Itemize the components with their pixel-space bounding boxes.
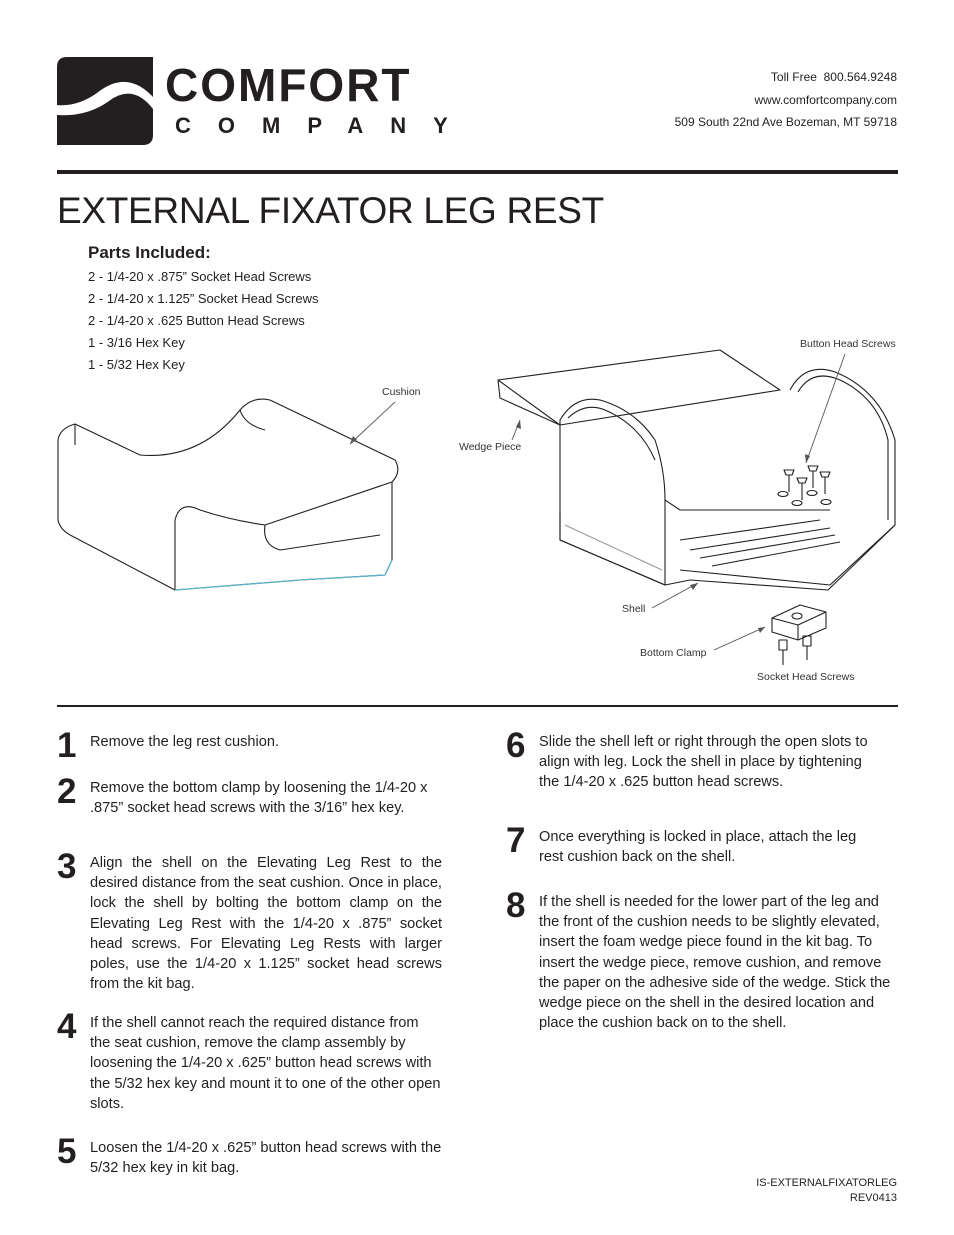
wedge-illustration bbox=[498, 350, 780, 425]
step-text: Once everything is locked in place, attach the leg rest cushion back on the shell. bbox=[539, 829, 857, 866]
step-text: If the shell is needed for the lower part of the leg and the front of the cushion needs to be slightly elevated, insert the foam wedge piece found in the kit bag. To insert the wedge piece, remove cushion, and remove the paper on the adhesive side of the wedge. Stick the wedge piece on the shell in the desired location and place the cushion back on to the shell. bbox=[539, 894, 891, 1032]
page-title: EXTERNAL FIXATOR LEG REST bbox=[57, 190, 604, 231]
step-number: 5 bbox=[57, 1132, 77, 1171]
parts-list-item: 2 - 1/4-20 x .875” Socket Head Screws bbox=[88, 269, 312, 284]
step-text: Slide the shell left or right through the open slots to align with leg. Lock the shell in place by tightening the 1/4-20 x .625 button head screws. bbox=[539, 734, 868, 791]
document-revision: REV0413 bbox=[849, 1192, 897, 1204]
step-text: Loosen the 1/4-20 x .625” button head screws with the 5/32 hex key in kit bag. bbox=[90, 1140, 442, 1177]
step-number: 1 bbox=[57, 726, 77, 765]
step-number: 3 bbox=[57, 847, 77, 886]
cushion-illustration bbox=[58, 399, 398, 590]
phone-number: 800.564.9248 bbox=[823, 70, 897, 84]
step-text: If the shell cannot reach the required distance from the seat cushion, remove the clamp assembly by loosening the 1/4-20 x .625” button head screws with the 5/32 hex key and mount it to one of the other open slots. bbox=[90, 1015, 441, 1112]
step-number: 7 bbox=[506, 821, 526, 860]
document-code bbox=[756, 1176, 897, 1206]
address: 509 South 22nd Ave Bozeman, MT 59718 bbox=[674, 115, 897, 129]
step-text: Remove the leg rest cushion. bbox=[90, 734, 280, 750]
brand-name: COMFORT bbox=[165, 59, 412, 111]
step-text: Align the shell on the Elevating Leg Rest to the desired distance from the seat cushion. Once in place, lock the shell by bolting the bottom clamp on the Elevating Leg Rest with the 1/4-20 x .875” socket head screws. For Elevating Leg Rests with larger poles, use the 1/4-20 x 1.125” socket head screws from the kit bag. bbox=[90, 855, 442, 993]
section-divider bbox=[57, 705, 898, 707]
step-number: 4 bbox=[57, 1007, 77, 1046]
step-number: 2 bbox=[57, 772, 77, 811]
bottom-clamp-illustration bbox=[772, 605, 826, 640]
parts-list-item: 2 - 1/4-20 x .625 Button Head Screws bbox=[88, 313, 305, 328]
step-text: Remove the bottom clamp by loosening the 1/4-20 x .875” socket head screws with the 3/16” hex key. bbox=[90, 780, 428, 817]
parts-heading: Parts Included: bbox=[88, 243, 211, 262]
brand-subname: COMPANY bbox=[175, 113, 475, 138]
parts-list-item: 1 - 3/16 Hex Key bbox=[88, 335, 185, 350]
step-number: 6 bbox=[506, 726, 526, 765]
shell-illustration bbox=[560, 369, 895, 590]
phone-label: Toll Free bbox=[770, 70, 817, 84]
document-id: IS-EXTERNALFIXATORLEG bbox=[756, 1177, 897, 1189]
parts-list-item: 1 - 5/32 Hex Key bbox=[88, 357, 185, 372]
website: www.comfortcompany.com bbox=[754, 92, 897, 107]
label-button-head-screws: Button Head Screws bbox=[800, 338, 896, 350]
label-socket-head-screws: Socket Head Screws bbox=[757, 671, 855, 683]
button-head-screws-illustration bbox=[778, 466, 831, 506]
label-cushion: Cushion bbox=[382, 386, 421, 398]
label-shell: Shell bbox=[622, 603, 646, 615]
label-bottom-clamp: Bottom Clamp bbox=[640, 647, 707, 659]
step-number: 8 bbox=[506, 886, 526, 925]
label-wedge-piece: Wedge Piece bbox=[459, 441, 522, 453]
parts-list-item: 2 - 1/4-20 x 1.125” Socket Head Screws bbox=[88, 291, 319, 306]
socket-head-screws-illustration bbox=[779, 636, 811, 665]
